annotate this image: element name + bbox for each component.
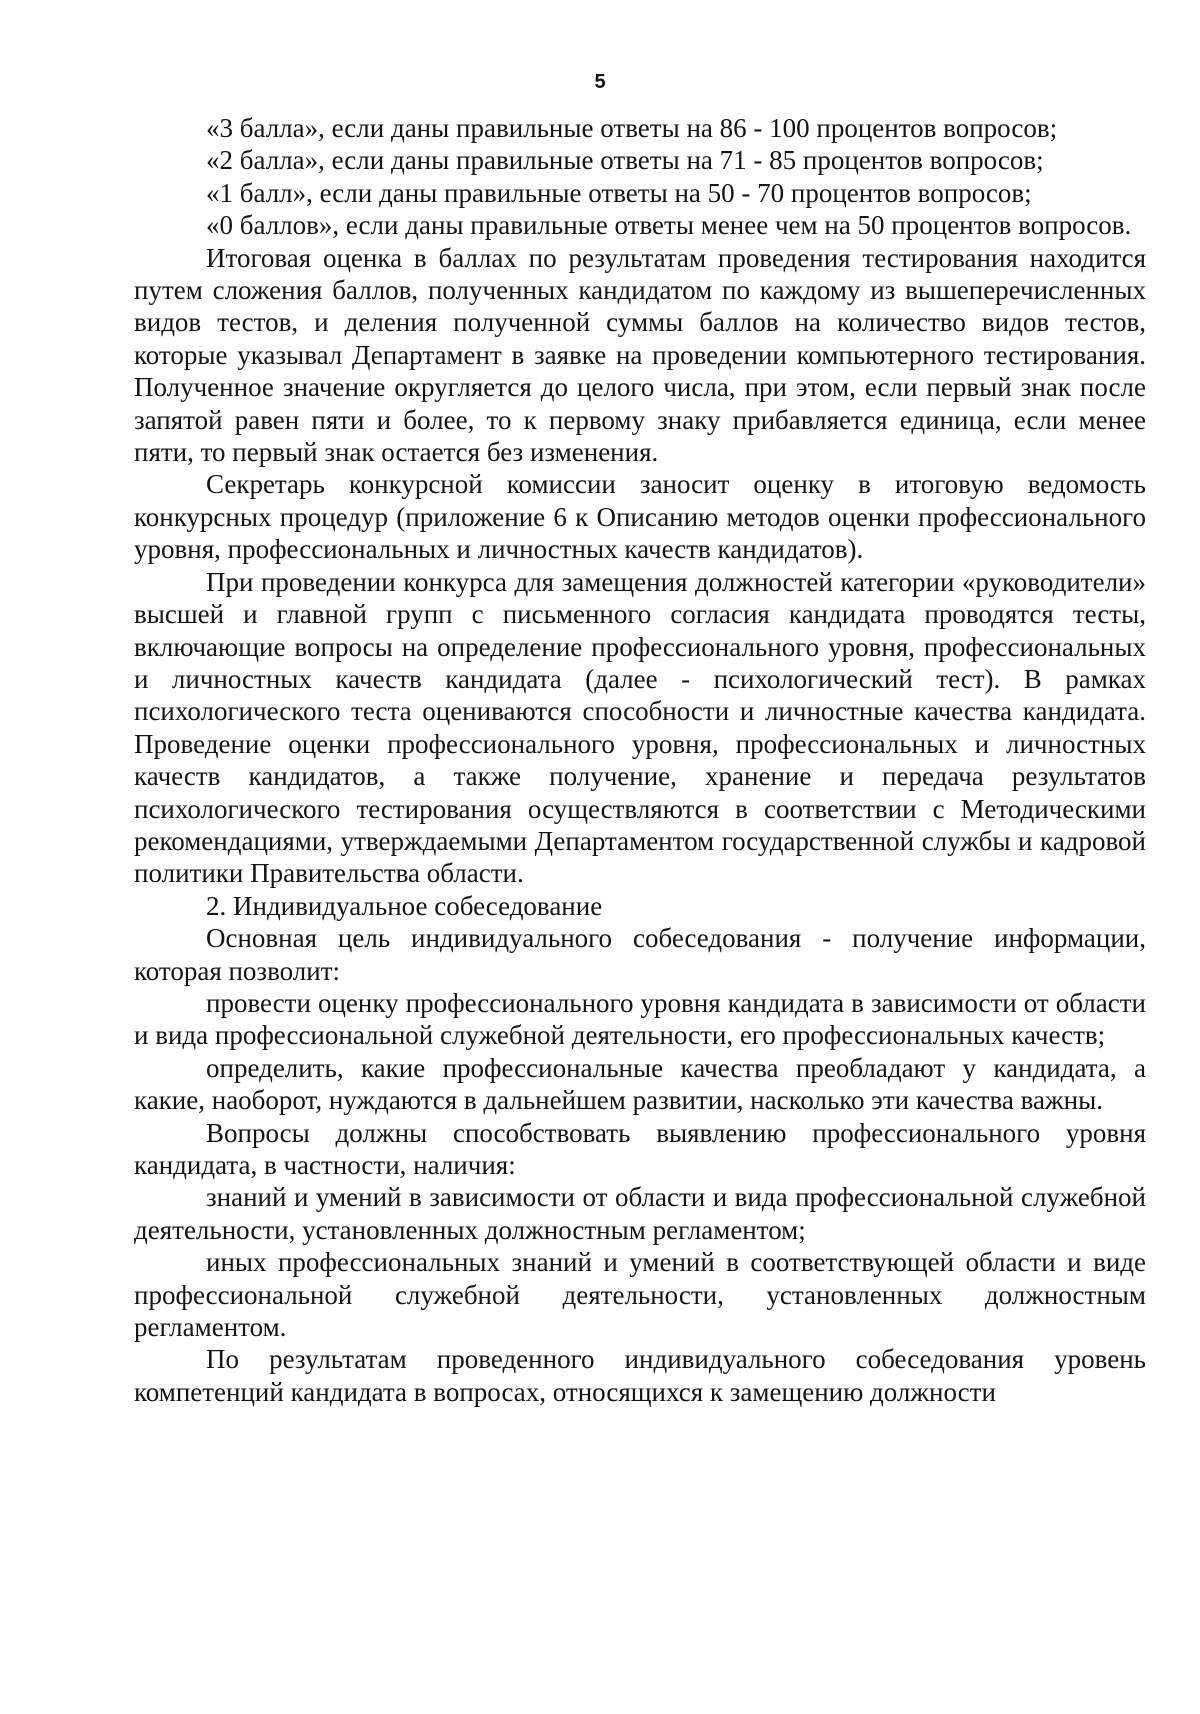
paragraph-interview-results: По результатам проведенного индивидуального собеседования уровень компетенций кандидата в вопросах, относящихся к замещению должности (134, 1344, 1146, 1407)
paragraph-score-2: «2 балла», если даны правильные ответы на 71 - 85 процентов вопросов; (206, 145, 1044, 176)
list-item-determine-qualities: определить, какие профессиональные качества преобладают у кандидата, а какие, наоборот, нуждаются в дальнейшем развитии, насколько эти качества важны. (134, 1052, 1146, 1116)
paragraph-score-1: «1 балл», если даны правильные ответы на 50 - 70 процентов вопросов; (206, 177, 1032, 208)
list-item-knowledge: знаний и умений в зависимости от области и вида профессиональной служебной деятельности, установленных должностным регламентом; (134, 1182, 1146, 1245)
paragraph-questions: Вопросы должны способствовать выявлению профессионального уровня кандидата, в частности, наличия: (134, 1117, 1146, 1180)
paragraph-final-score: Итоговая оценка в баллах по результатам проведения тестирования находится путем сложения баллов, полученных кандидатом по каждому из вышеперечисленных видов тестов, и деления полученной суммы баллов на количество видов тестов, которые указывал Департамент в заявке на проведении компьютерного тестирования. Полученное значение округляется до целого числа, при этом, если первый знак после запятой равен пяти и более, то к первому знаку прибавляется единица, если менее пяти, то первый знак остается без изменения. (134, 242, 1146, 468)
page-number: 5 (594, 71, 606, 93)
paragraph-score-0: «0 баллов», если даны правильные ответы менее чем на 50 процентов вопросов. (206, 210, 1132, 241)
list-item-other-knowledge: иных профессиональных знаний и умений в соответствующей области и виде профессиональной служебной деятельности, установленных должностным регламентом. (134, 1247, 1146, 1343)
paragraph-secretary: Секретарь конкурсной комиссии заносит оценку в итоговую ведомость конкурсных процедур (приложение 6 к Описанию методов оценки профессионального уровня, профессиональных и личностных качеств кандидатов). (134, 469, 1146, 565)
body-text (134, 112, 1146, 1408)
list-item-assess-level: провести оценку профессионального уровня кандидата в зависимости от области и вида профессиональной служебной деятельности, его профессиональных качеств; (134, 987, 1146, 1051)
paragraph-interview-goal: Основная цель индивидуального собеседования - получение информации, которая позволит: (134, 923, 1146, 986)
section-heading-interview: 2. Индивидуальное собеседование (206, 890, 603, 921)
paragraph-psychological-test: При проведении конкурса для замещения должностей категории «руководители» высшей и главной групп с письменного согласия кандидата проводятся тесты, включающие вопросы на определение профессионального уровня, профессиональных и личностных качеств кандидата (далее - психологический тест). В рамках психологического теста оцениваются способности и личностные качества кандидата. Проведение оценки профессионального уровня, профессиональных и личностных качеств кандидатов, а также получение, хранение и передача результатов психологического тестирования осуществляются в соответствии с Методическими рекомендациями, утверждаемыми Департаментом государственной службы и кадровой политики Правительства области. (134, 566, 1146, 889)
paragraph-score-3: «3 балла», если даны правильные ответы на 86 - 100 процентов вопросов; (206, 113, 1058, 143)
